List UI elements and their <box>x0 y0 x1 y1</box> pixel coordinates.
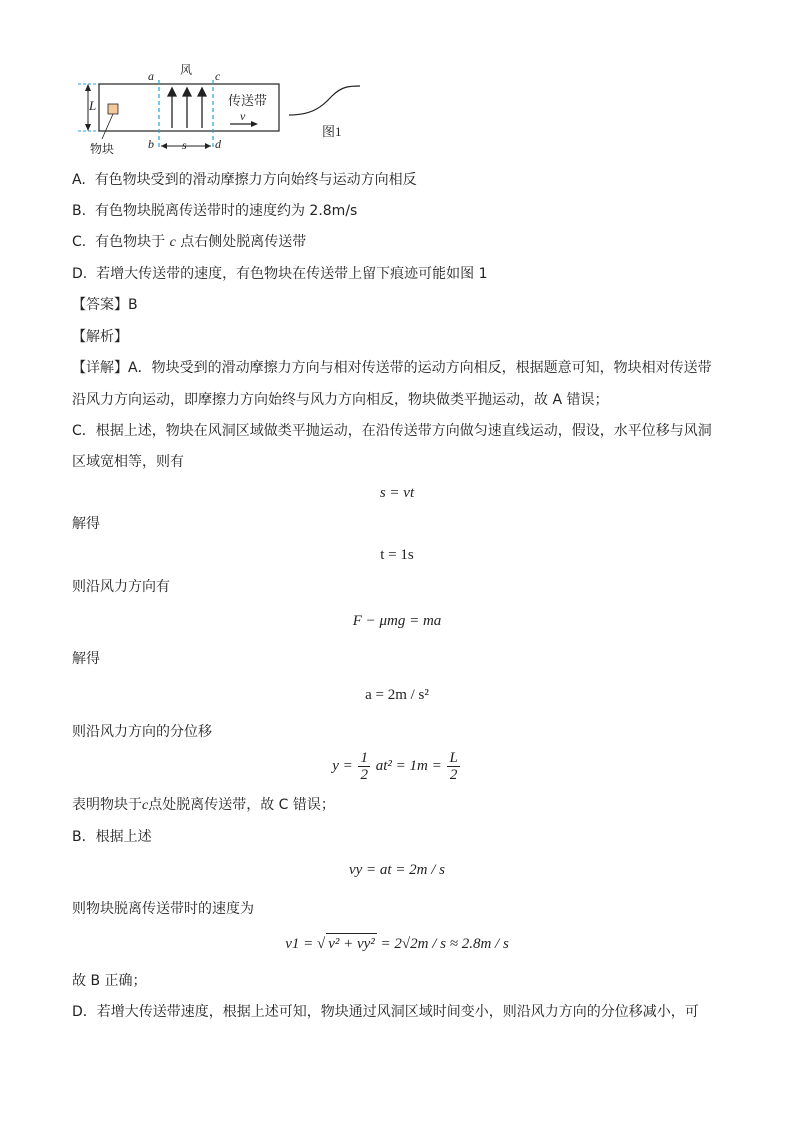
option-c <box>72 232 306 253</box>
belt-label: 传送带 <box>228 93 268 108</box>
option-text: 若增大传送带的速度，有色物块在传送带上留下痕迹可能如图 1 <box>96 266 488 282</box>
speed-text: 则物块脱离传送带时的速度为 <box>72 901 254 917</box>
equation-t: t = 1s <box>380 547 414 563</box>
answer: 【答案】B <box>72 297 138 313</box>
option-letter: D. <box>72 266 88 282</box>
option-d <box>72 264 488 284</box>
detail-a-line2: 沿风力方向运动，即摩擦力方向始终与风力方向相反，物块做类平抛运动，故 A 错误； <box>72 392 609 408</box>
option-a <box>72 170 417 190</box>
detail-b-head: B．根据上述 <box>72 829 152 845</box>
solve-text-1: 解得 <box>72 516 100 532</box>
option-text: 点右侧处脱离传送带 <box>180 234 307 250</box>
solve-text-2: 解得 <box>72 651 100 667</box>
detail-c-line1: C．根据上述，物块在风洞区域做类平抛运动，在沿传送带方向做匀速直线运动，假设，水平位移与风洞 <box>72 423 712 439</box>
detail-a-line1: 【详解】A．物块受到的滑动摩擦力方向与相对传送带的运动方向相反，根据题意可知，物块相对传送带 <box>72 360 712 376</box>
figure-1-label: 图1 <box>322 124 342 139</box>
v-label: v <box>240 109 246 123</box>
L-label: L <box>89 98 97 113</box>
displacement-text: 则沿风力方向的分位移 <box>72 724 212 740</box>
equation-speed: v1 = √ v² + vy² = 2√2m / s ≈ 2.8m / s <box>0 933 794 954</box>
option-letter: A. <box>72 172 86 188</box>
option-variable: c <box>169 235 176 250</box>
wind-direction-text: 则沿风力方向有 <box>72 579 170 595</box>
block-label: 物块 <box>90 142 115 156</box>
s-label: s <box>182 138 187 152</box>
option-b <box>72 201 357 221</box>
colored-block <box>108 104 118 114</box>
b-label: b <box>148 137 154 151</box>
option-text: 有色物块受到的滑动摩擦力方向始终与运动方向相反 <box>94 172 417 188</box>
d-label: d <box>215 137 221 151</box>
equation-newton: F − μmg = ma <box>352 613 442 629</box>
a-label: a <box>148 69 154 83</box>
trace-curve <box>289 86 360 115</box>
detail-c-line2: 区域宽相等，则有 <box>72 454 184 470</box>
option-text: 有色物块脱离传送带时的速度约为 2.8m/s <box>94 203 358 219</box>
c-label: c <box>215 69 221 83</box>
equation-s-vt: s = vt <box>379 485 415 501</box>
equation-acceleration: a = 2m / s² <box>365 687 429 703</box>
b-correct: 故 B 正确； <box>72 973 147 989</box>
conveyor-figure <box>72 58 372 158</box>
wind-arrows <box>168 88 206 128</box>
wind-label: 风 <box>180 63 193 77</box>
analysis-heading: 【解析】 <box>72 329 128 345</box>
option-text: 有色物块于 <box>95 234 166 250</box>
option-letter: B. <box>72 203 87 219</box>
detail-d-line: D．若增大传送带速度，根据上述可知，物块通过风洞区域时间变小，则沿风力方向的分位移减小，可 <box>72 1004 699 1020</box>
option-letter: C. <box>72 234 87 250</box>
equation-displacement: y = $\frac{1}{2}$ at² = 1m = $\frac{L}{2}$ <box>332 750 458 783</box>
equation-vy: vy = at = 2m / s <box>348 862 446 878</box>
conclusion-c: 表明物块于c点处脱离传送带，故 C 错误； <box>72 797 335 813</box>
